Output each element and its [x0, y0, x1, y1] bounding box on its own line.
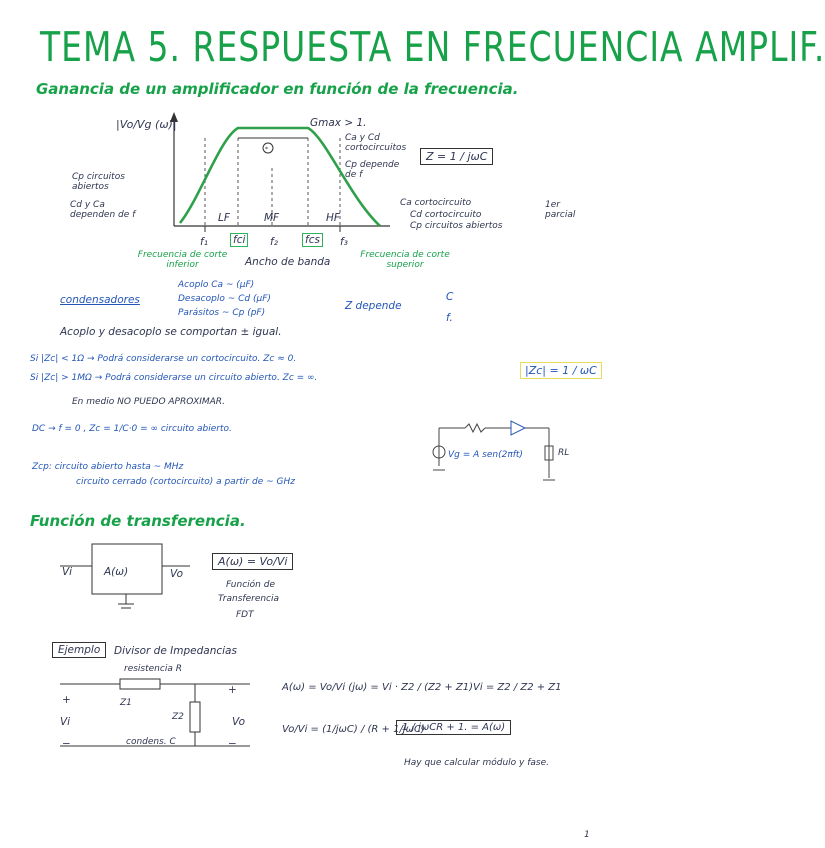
div-resistencia: resistencia R	[124, 664, 182, 674]
graph-hf: HF	[326, 212, 340, 224]
graph-gmax: Gmax > 1.	[310, 117, 367, 129]
z-formula-box: Z = 1 / jωC	[420, 148, 493, 165]
graph-mf: MF	[264, 212, 280, 224]
fdt-line2: Transferencia	[218, 594, 280, 604]
page-number: 1	[584, 830, 590, 840]
graph-fcs: fcs	[302, 233, 323, 247]
zcp-line2: circuito cerrado (cortocircuito) a partir de ~ GHz	[76, 477, 295, 487]
section-heading-ganancia: Ganancia de un amplificador en función de la frecuencia.	[36, 80, 519, 98]
graph-ylabel: |Vo/Vg (ω)|	[116, 118, 177, 131]
bullet-circuito-abierto: Si |Zc| > 1MΩ → Podrá considerarse un circuito abierto. Zc = ∞.	[30, 373, 318, 383]
div-vo: Vo	[232, 716, 245, 728]
div-vi: Vi	[60, 716, 71, 728]
block-vi: Vi	[62, 566, 73, 578]
condensador-item-desacoplo: Desacoplo ~ Cd (μF)	[178, 294, 271, 304]
graph-ca-cd-note: Ca y Cd cortocircuitos	[345, 133, 407, 153]
vg-label: Vg = A sen(2πft)	[448, 450, 523, 460]
condensador-item-acoplo: Acoplo Ca ~ (μF)	[178, 280, 255, 290]
fdt-line1: Función de	[226, 580, 275, 590]
transfer-block-diagram	[60, 540, 200, 620]
dc-line: DC → f = 0 , Zc = 1/C·0 = ∞ circuito abierto.	[32, 424, 232, 434]
graph-cp-dep-note: Cp depende de f	[345, 160, 400, 180]
block-aw: A(ω)	[104, 566, 129, 578]
eq-note: Hay que calcular módulo y fase.	[404, 758, 549, 768]
rl-label: RL	[558, 448, 570, 458]
div-minus-left: −	[62, 738, 71, 750]
graph-lf: LF	[218, 212, 230, 224]
lf-note-cp: Cp circuitos abiertos	[410, 221, 503, 231]
div-plus-left: +	[62, 694, 71, 706]
section-heading-transferencia: Función de transferencia.	[30, 512, 246, 530]
div-plus-right: +	[228, 684, 237, 696]
block-vo: Vo	[170, 568, 183, 580]
fdt-formula: A(ω) = Vo/Vi	[212, 553, 293, 570]
graph-cp-note: Cp circuitos abiertos	[72, 172, 125, 192]
graph-f2: f₂	[270, 236, 278, 248]
freq-corte-superior: Frecuencia de corte superior	[360, 250, 450, 270]
ancho-de-banda: Ancho de banda	[245, 256, 331, 268]
acoplo-note: Acoplo y desacoplo se comportan ± igual.	[60, 326, 282, 338]
graph-f3: f₃	[340, 236, 348, 248]
z-depende-c: C	[446, 291, 454, 303]
svg-text:*: *	[265, 146, 268, 153]
fdt-line3: FDT	[236, 610, 254, 620]
graph-f1: f₁	[200, 236, 208, 248]
lf-side-note: 1er parcial	[545, 200, 576, 220]
div-condens: condens. C	[126, 737, 176, 747]
zcp-line1: Zcp: circuito abierto hasta ~ MHz	[32, 462, 184, 472]
medio-note: En medio NO PUEDO APROXIMAR.	[72, 397, 225, 407]
lf-note-cd: Cd cortocircuito	[410, 210, 482, 220]
z-depende: Z depende	[345, 300, 402, 312]
eq-result-box: 1 / jωCR + 1. = A(ω)	[396, 720, 511, 735]
ejemplo-title: Divisor de Impedancias	[114, 645, 237, 657]
graph-fci: fci	[230, 233, 248, 247]
zc-formula-box: |Zc| = 1 / ωC	[520, 362, 602, 379]
page-title: TEMA 5. RESPUESTA EN FRECUENCIA AMPLIF.	[40, 22, 825, 71]
freq-corte-inferior: Frecuencia de corte inferior	[137, 250, 228, 270]
bullet-cortocircuito: Si |Zc| < 1Ω → Podrá considerarse un cortocircuito. Zc ≈ 0.	[30, 354, 297, 364]
eq-vo-vi: Vo/Vi = (1/jωC) / (R + 1/jωC)	[282, 724, 425, 735]
div-z2: Z2	[172, 712, 184, 722]
z-depende-f: f.	[446, 312, 453, 324]
div-z1: Z1	[120, 698, 132, 708]
condensador-item-parasitos: Parásitos ~ Cp (pF)	[178, 308, 266, 318]
div-minus-right: −	[228, 738, 237, 750]
graph-cdca-note: Cd y Ca dependen de f	[70, 200, 136, 220]
ejemplo-label: Ejemplo	[52, 642, 106, 658]
eq-divisor: A(ω) = Vo/Vi (jω) = Vi · Z2 / (Z2 + Z1)Vi = Z2 / Z2 + Z1	[282, 682, 562, 693]
condensadores-label: condensadores	[60, 294, 140, 306]
lf-note-ca: Ca cortocircuito	[400, 198, 472, 208]
